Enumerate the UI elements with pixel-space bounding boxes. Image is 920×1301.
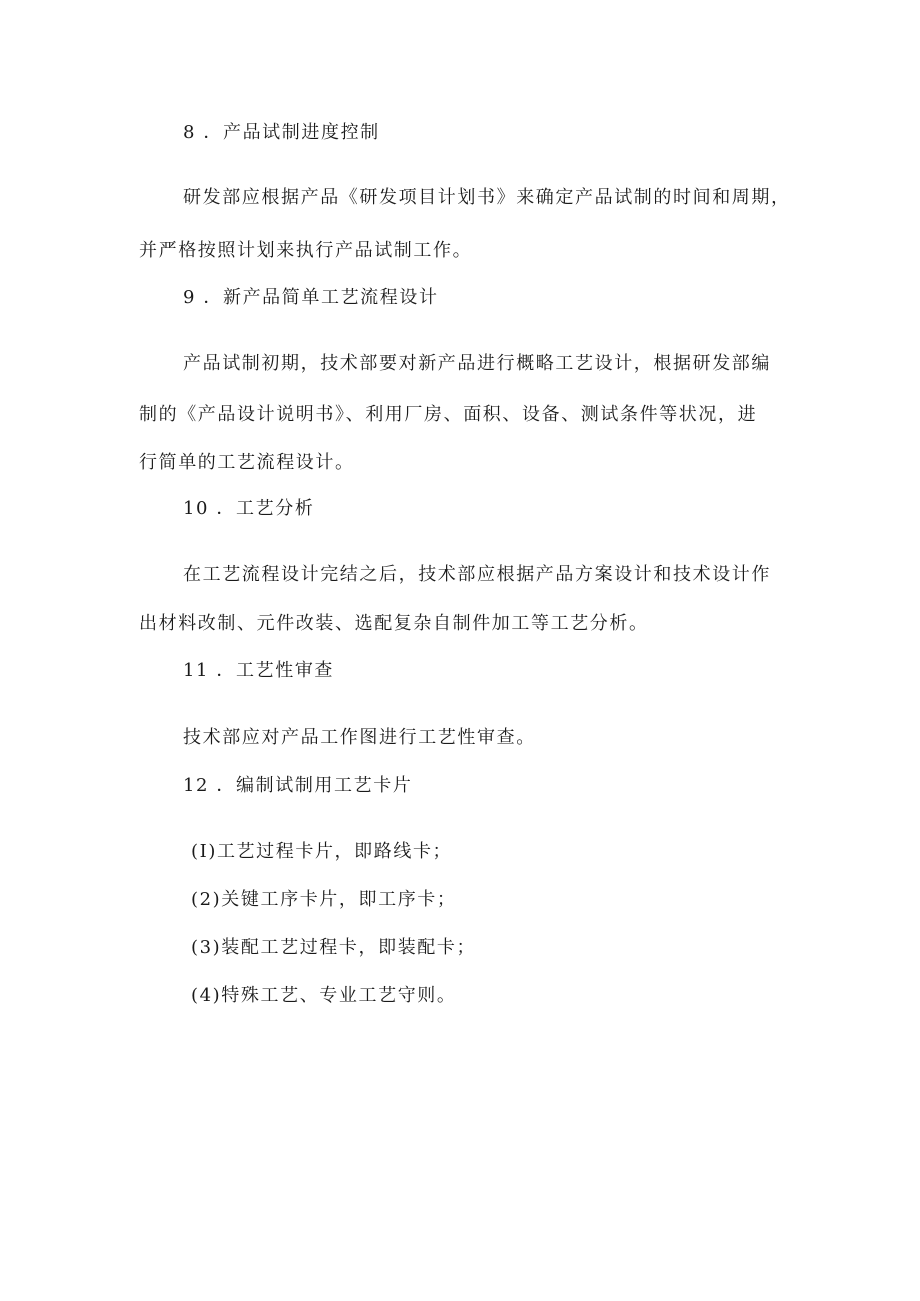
list-item: (I)工艺过程卡片，即路线卡；: [191, 841, 453, 862]
paragraph-line: 制的《产品设计说明书》、利用厂房、面积、设备、测试条件等状况，进: [139, 404, 758, 425]
section-heading-8: 8 ．产品试制进度控制: [183, 122, 380, 143]
paragraph-line: 技术部应对产品工作图进行工艺性审查。: [183, 727, 536, 748]
paragraph-line: 研发部应根据产品《研发项目计划书》来确定产品试制的时间和周期，: [183, 187, 791, 208]
paragraph-line: 并严格按照计划来执行产品试制工作。: [139, 240, 473, 261]
list-item: (4)特殊工艺、专业工艺守则。: [191, 985, 457, 1006]
section-heading-12: 12 ．编制试制用工艺卡片: [183, 775, 413, 796]
section-heading-9: 9 ．新产品简单工艺流程设计: [183, 287, 439, 308]
section-heading-10: 10 ．工艺分析: [183, 498, 315, 519]
paragraph-line: 出材料改制、元件改装、选配复杂自制件加工等工艺分析。: [139, 613, 649, 634]
section-heading-11: 11 ．工艺性审查: [183, 660, 335, 681]
list-item: (2)关键工序卡片，即工序卡；: [191, 889, 457, 910]
paragraph-line: 行简单的工艺流程设计。: [139, 452, 355, 473]
list-item: (3)装配工艺过程卡，即装配卡；: [191, 937, 477, 958]
paragraph-line: 产品试制初期，技术部要对新产品进行概略工艺设计，根据研发部编: [183, 353, 771, 374]
paragraph-line: 在工艺流程设计完结之后，技术部应根据产品方案设计和技术设计作: [183, 564, 771, 585]
